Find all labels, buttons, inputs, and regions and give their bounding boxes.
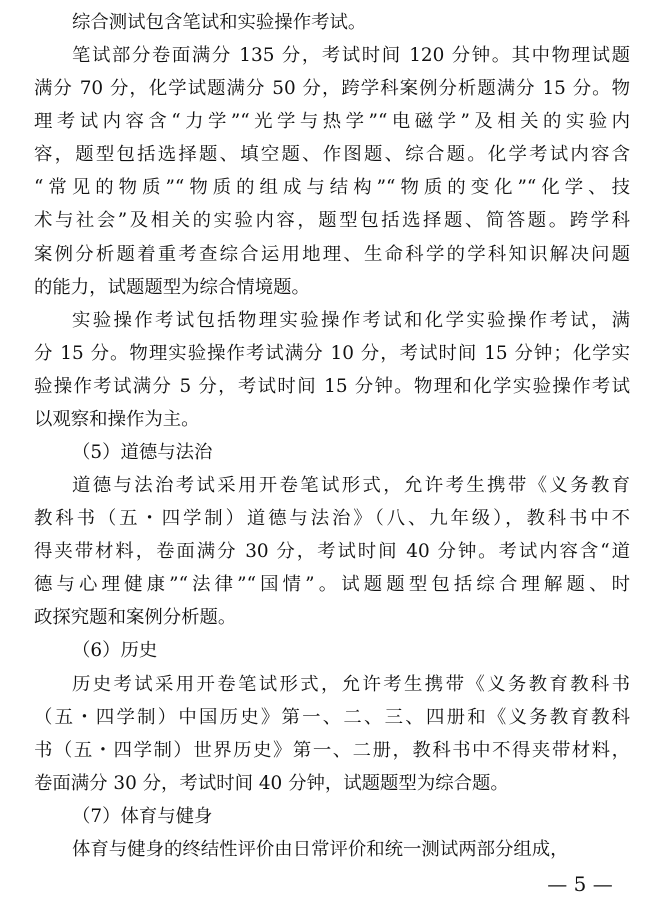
morality-law-line-1: 道德与法治考试采用开卷笔试形式，允许考生携带《义务教育 xyxy=(72,475,630,497)
intro-line-1: 综合测试包含笔试和实验操作考试。 xyxy=(72,12,367,33)
page-number: — 5 — xyxy=(547,872,613,896)
section-heading-physical-education: （7）体育与健身 xyxy=(72,805,213,827)
history-line-2: （五・四学制）中国历史》第一、二、三、四册和《义务教育教科 xyxy=(34,706,630,728)
written-test-line-8: 的能力，试题题型为综合情境题。 xyxy=(34,276,310,298)
history-line-1: 历史考试采用开卷笔试形式，允许考生携带《义务教育教科书 xyxy=(72,673,630,695)
section-heading-morality-law: （5）道德与法治 xyxy=(72,442,213,463)
lab-test-line-3: 验操作考试满分 5 分，考试时间 15 分钟。物理和化学实验操作考试 xyxy=(34,375,630,397)
section-heading-history: （6）历史 xyxy=(72,640,158,662)
written-test-line-6: 术与社会”及相关的实验内容，题型包括选择题、简答题。跨学科 xyxy=(34,210,630,232)
written-test-line-7: 案例分析题着重考查综合运用地理、生命科学的学科知识解决问题 xyxy=(34,243,630,265)
morality-law-line-2: 教科书（五・四学制）道德与法治》（八、九年级），教科书中不 xyxy=(34,508,630,530)
written-test-line-4: 容，题型包括选择题、填空题、作图题、综合题。化学考试内容含 xyxy=(34,144,630,166)
history-line-4: 卷面满分 30 分，考试时间 40 分钟，试题题型为综合题。 xyxy=(34,772,509,794)
physical-education-line-1: 体育与健身的终结性评价由日常评价和统一测试两部分组成， xyxy=(72,838,569,860)
morality-law-line-4: 德与心理健康”“法律”“国情”。试题题型包括综合理解题、时 xyxy=(34,574,630,596)
history-line-3: 书（五・四学制）世界历史》第一、二册，教科书中不得夹带材料， xyxy=(34,739,630,761)
lab-test-line-1: 实验操作考试包括物理实验操作考试和化学实验操作考试，满 xyxy=(72,309,630,331)
written-test-line-5: “常见的物质”“物质的组成与结构”“物质的变化”“化学、技 xyxy=(34,177,630,199)
lab-test-line-2: 分 15 分。物理实验操作考试满分 10 分，考试时间 15 分钟；化学实 xyxy=(34,342,630,364)
lab-test-line-4: 以观察和操作为主。 xyxy=(34,408,200,430)
written-test-line-2: 满分 70 分，化学试题满分 50 分，跨学科案例分析题满分 15 分。物 xyxy=(34,78,630,100)
morality-law-line-5: 政探究题和案例分析题。 xyxy=(34,607,237,629)
written-test-line-1: 笔试部分卷面满分 135 分，考试时间 120 分钟。其中物理试题 xyxy=(72,45,630,67)
morality-law-line-3: 得夹带材料，卷面满分 30 分，考试时间 40 分钟。考试内容含“道 xyxy=(34,541,630,563)
written-test-line-3: 理考试内容含“力学”“光学与热学”“电磁学”及相关的实验内 xyxy=(34,111,630,133)
